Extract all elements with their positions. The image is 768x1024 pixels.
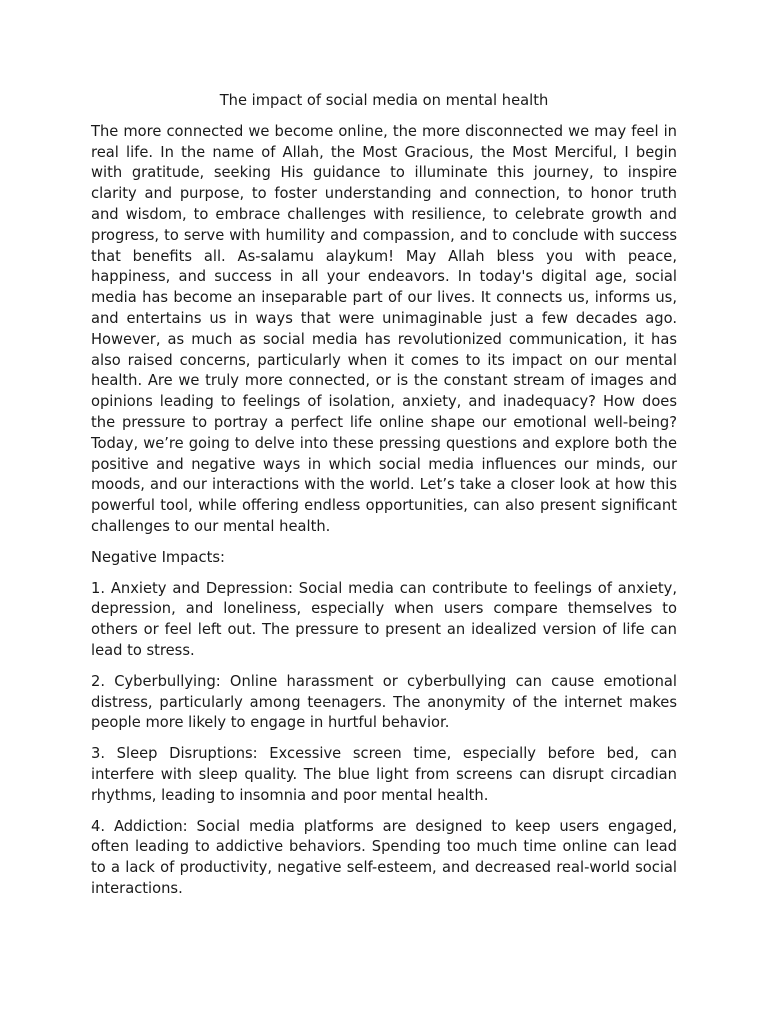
list-item: 4. Addiction: Social media platforms are designed to keep users engaged, often leading to addictive behaviors. Spending too much time online can lead to a lack of productivity, negative self-esteem, and decreased real-world social interactions. xyxy=(91,817,677,897)
list-item: 3. Sleep Disruptions: Excessive screen time, especially before bed, can interfere with sleep quality. The blue light from screens can disrupt circadian rhythms, leading to insomnia and poor mental health. xyxy=(91,745,677,804)
document-body xyxy=(91,91,677,910)
section-heading: Negative Impacts: xyxy=(91,548,225,566)
list-item: 2. Cyberbullying: Online harassment or cyberbullying can cause emotional distress, particularly among teenagers. The anonymity of the internet makes people more likely to engage in hurtful behavior. xyxy=(91,672,677,732)
list-item: 1. Anxiety and Depression: Social media can contribute to feelings of anxiety, depression, and loneliness, especially when users compare themselves to others or feel left out. The pressure to present an idealized version of life can lead to stress. xyxy=(91,579,677,659)
intro-paragraph: The more connected we become online, the more disconnected we may feel in real life. In the name of Allah, the Most Gracious, the Most Merciful, I begin with gratitude, seeking His guidance to illuminate this journey, to inspire clarity and purpose, to foster understanding and connection, to honor truth and wisdom, to embrace challenges with resilience, to celebrate growth and progress, to serve with humility and compassion, and to conclude with success that benefits all. As-salamu alaykum! May Allah bless you with peace, happiness, and success in all your endeavors. In today's digital age, social media has become an inseparable part of our lives. It connects us, informs us, and entertains us in ways that were unimaginable just a few decades ago. However, as much as social media has revolutionized communication, it has also raised concerns, particularly when it comes to its impact on our mental health. Are we truly more connected, or is the constant stream of images and opinions leading to feelings of isolation, anxiety, and inadequacy? How does the pressure to portray a perfect life online shape our emotional well-being? Today, we’re going to delve into these pressing questions and explore both the positive and negative ways in which social media influences our minds, our moods, and our interactions with the world. Let’s take a closer look at how this powerful tool, while offering endless opportunities, can also present significant challenges to our mental health. xyxy=(91,122,677,535)
document-title: The impact of social media on mental health xyxy=(219,92,549,109)
